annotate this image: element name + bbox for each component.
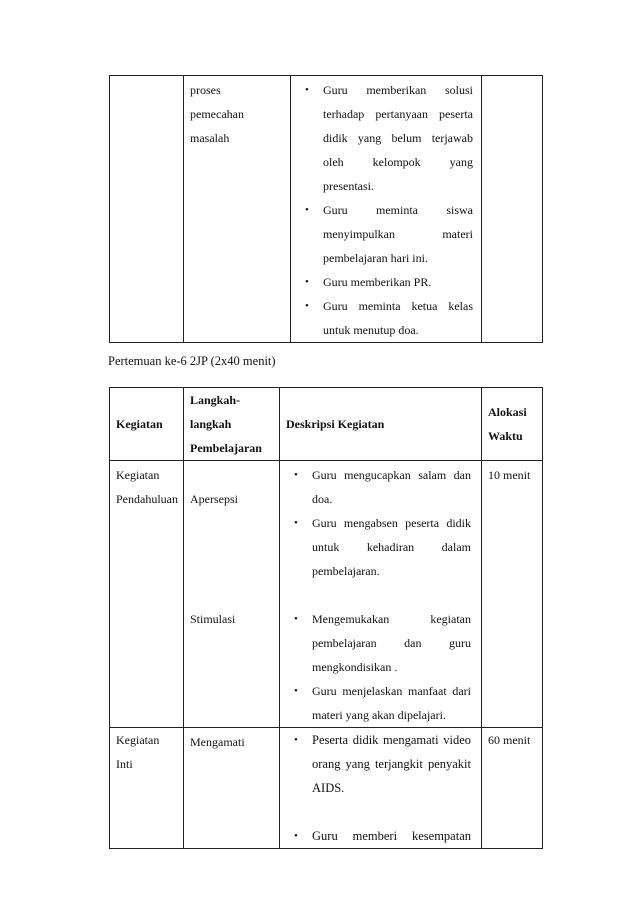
langkah-line-2: pemecahan [190, 107, 244, 121]
list-item: • Guru menjelaskan manfaat dari materi yang akan dipelajari. [286, 679, 471, 727]
deskripsi-list [297, 78, 473, 342]
list-item: • Mengemukakan kegiatan pembelajaran dan guru mengkondisikan . [286, 607, 471, 679]
kegiatan-line-1: Kegiatan [116, 468, 160, 482]
header-langkah-line-3: Pembelajaran [190, 441, 262, 455]
langkah-stimulasi: Stimulasi [190, 612, 236, 626]
deskripsi-cell [280, 728, 482, 849]
deskripsi-cell [280, 461, 482, 728]
header-deskripsi-label: Deskripsi Kegiatan [286, 417, 385, 431]
kegiatan-cell [110, 728, 184, 849]
langkah-mengamati: Mengamati [190, 735, 245, 749]
list-item: • Guru memberikan PR. [297, 270, 473, 294]
kegiatan-line-2: Pendahuluan [116, 492, 178, 506]
waktu-value: 60 menit [488, 733, 531, 747]
header-deskripsi [280, 388, 482, 461]
waktu-value: 10 menit [488, 468, 531, 482]
table-row [110, 461, 543, 728]
langkah-cell [184, 461, 280, 728]
waktu-cell [482, 728, 543, 849]
table-row [110, 728, 543, 849]
deskripsi-cell [291, 76, 482, 343]
kegiatan-label: Kegiatan Inti [116, 733, 160, 771]
list-item: • Guru memberikan solusi terhadap pertanyaan peserta didik yang belum terjawab oleh kelompok yang presentasi. [297, 78, 473, 198]
section-heading: Pertemuan ke-6 2JP (2x40 menit) [108, 354, 276, 368]
waktu-cell [482, 461, 543, 728]
deskripsi-list [286, 824, 471, 848]
deskripsi-list [286, 607, 471, 727]
header-langkah-line-2: langkah [190, 417, 232, 431]
deskripsi-list [286, 463, 471, 583]
activity-table [109, 387, 543, 849]
list-item: • Guru meminta siswa menyimpulkan materi pembelajaran hari ini. [297, 198, 473, 270]
deskripsi-list [286, 728, 471, 800]
continuation-table [109, 75, 543, 343]
langkah-line-3: masalah [190, 131, 230, 145]
kegiatan-cell [110, 461, 184, 728]
header-alokasi-line-2: Waktu [488, 429, 523, 443]
kegiatan-cell-empty [110, 76, 184, 343]
header-langkah-line-1: Langkah- [190, 393, 241, 407]
header-langkah [184, 388, 280, 461]
header-row [110, 388, 543, 461]
header-kegiatan [110, 388, 184, 461]
list-item: • Guru meminta ketua kelas untuk menutup doa. [297, 294, 473, 342]
list-item: • Peserta didik mengamati video orang yang terjangkit penyakit AIDS. [286, 728, 471, 800]
header-alokasi [482, 388, 543, 461]
langkah-line-1: proses [190, 83, 221, 97]
waktu-cell-empty [482, 76, 543, 343]
header-kegiatan-label: Kegiatan [116, 417, 163, 431]
header-alokasi-line-1: Alokasi [488, 405, 527, 419]
list-item: • Guru mengabsen peserta didik untuk kehadiran dalam pembelajaran. [286, 511, 471, 583]
langkah-apersepsi: Apersepsi [190, 492, 238, 506]
list-item: • Guru mengucapkan salam dan doa. [286, 463, 471, 511]
list-item: • Guru memberi kesempatan [286, 824, 471, 848]
langkah-cell [184, 76, 291, 343]
langkah-cell [184, 728, 280, 849]
